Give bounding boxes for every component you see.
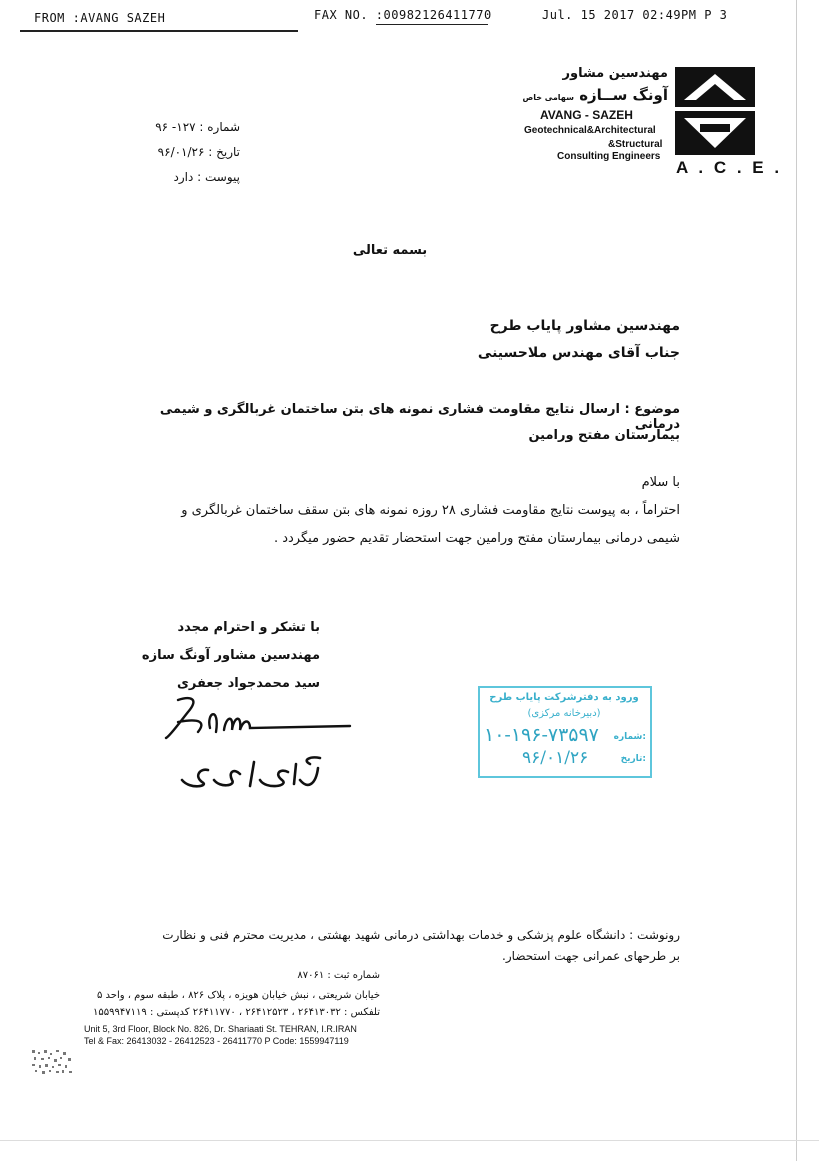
ace-mark: A . C . E . (676, 158, 783, 177)
scan-noise-icon (30, 1048, 74, 1076)
body-line-2: شیمی درمانی بیمارستان مفتح ورامین جهت استحضار تقدیم حضور میگردد . (273, 531, 680, 546)
fax-header-rule (20, 30, 298, 32)
company-desc-en-1: Geotechnical&Architectural (524, 125, 656, 136)
bottom-scan-line (0, 1140, 819, 1141)
company-type-fa: سهامی خاص (522, 93, 574, 102)
address-en: Unit 5, 3rd Floor, Block No. 826, Dr. Shariaati St. TEHRAN, I.R.IRAN (84, 1024, 357, 1034)
address-fa: خیابان شریعتی ، نبش خیابان هویزه ، پلاک ۸۲۶ ، طبقه سوم ، واحد ۵ (96, 990, 380, 1001)
stamp-number-value: ۱۰-۱۹۶-۷۳۵۹۷ (484, 724, 599, 746)
letter-number: شماره : ۱۲۷- ۹۶ (155, 120, 240, 134)
greeting: با سلام (641, 475, 680, 490)
addressee-company: مهندسین مشاور پایاب طرح (489, 318, 680, 334)
stamp-date-label: تاریخ: (620, 754, 646, 764)
handwritten-company-icon (170, 750, 330, 800)
fax-number-underline (376, 24, 488, 25)
subject-line-2: بیمارستان مفتح ورامین (528, 428, 680, 443)
cc-line-2: بر طرحهای عمرانی جهت استحضار. (502, 949, 680, 963)
fax-datetime: Jul. 15 2017 02:49PM P 3 (542, 8, 728, 22)
stamp-title: ورود به دفترشرکت پایاب طرح (489, 692, 639, 703)
fax-header (0, 0, 819, 34)
letter-attachment: پیوست : دارد (173, 170, 240, 184)
company-desc-en-3: Consulting Engineers (557, 151, 661, 162)
closing-company: مهندسین مشاور آونگ سازه (141, 648, 320, 663)
body-line-1: احتراماً ، به پیوست نتایج مقاومت فشاری ۲۸ روزه نمونه های بتن سقف ساختمان غربالگری و (181, 503, 680, 518)
stamp-subtitle: (دبیرخانه مرکزی) (527, 708, 601, 719)
letter-date: تاریخ : ۹۶/۰۱/۲۶ (157, 145, 240, 159)
basmala: بسمه تعالی (352, 243, 428, 258)
closing-signatory: سید محمدجواد جعفری (176, 676, 320, 691)
fax-number: FAX NO. :00982126411770 (314, 8, 492, 22)
company-name-fa-line1: مهندسین مشاور (562, 66, 668, 81)
closing-regards: با تشکر و احترام مجدد (177, 620, 320, 635)
company-logo-icon (674, 66, 756, 156)
fax-from: FROM :AVANG SAZEH (34, 11, 166, 25)
company-name-en: AVANG - SAZEH (540, 108, 633, 122)
subject-line-1: موضوع : ارسال نتایج مقاومت فشاری نمونه های بتن ساختمان غربالگری و شیمی درمانی (159, 402, 680, 432)
stamp-date-value: ۹۶/۰۱/۲۶ (522, 748, 589, 768)
addressee-person: جناب آقای مهندس ملاحسینی (477, 345, 680, 361)
company-name-fa: آونگ ســازه (579, 86, 668, 104)
telfax-fa: تلفکس : ۲۶۴۱۳۰۳۲ ، ۲۶۴۱۲۵۲۳ ، ۲۶۴۱۱۷۷۰ کدپستی : ۱۵۵۹۹۴۷۱۱۹ (93, 1007, 380, 1018)
signature-icon (160, 692, 360, 746)
page-edge-line (796, 0, 797, 1161)
stamp-number-label: شماره: (613, 732, 646, 742)
registration-number: شماره ثبت : ۸۷۰۶۱ (297, 970, 380, 981)
received-stamp (478, 686, 652, 778)
cc-line-1: رونوشت : دانشگاه علوم پزشکی و خدمات بهداشتی درمانی شهید بهشتی ، مدیریت محترم فنی و نظارت (162, 928, 680, 942)
company-name-fa-line2 (500, 86, 668, 104)
company-desc-en-2: &Structural (608, 139, 663, 150)
telfax-en: Tel & Fax: 26413032 - 26412523 - 26411770 P Code: 1559947119 (84, 1036, 349, 1046)
